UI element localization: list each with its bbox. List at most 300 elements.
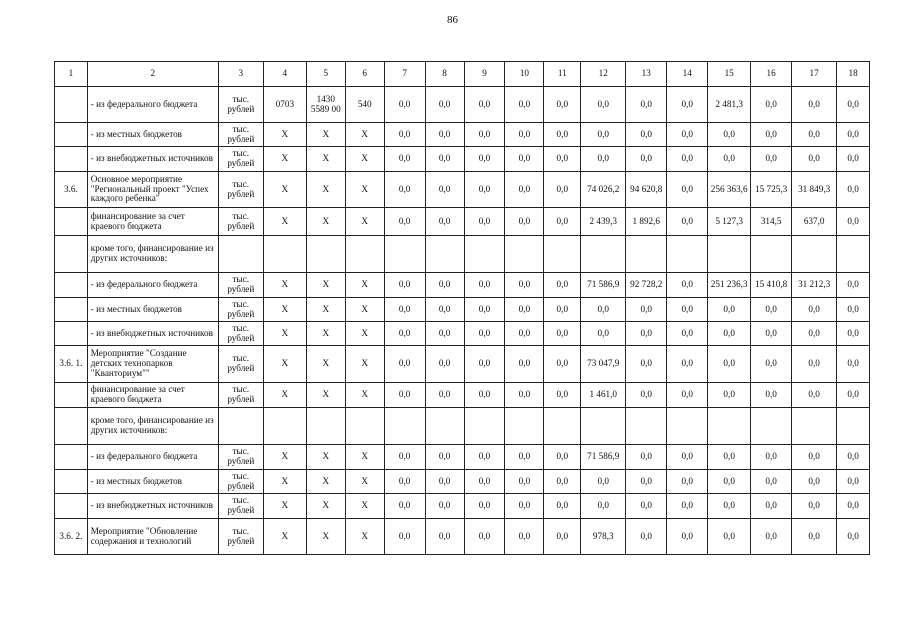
column-header: 11 [544, 62, 581, 87]
row-name-cell: кроме того, финансирование из других источников: [87, 236, 218, 273]
table-cell: 0,0 [667, 87, 708, 123]
table-cell: 0,0 [667, 346, 708, 383]
row-number-cell [55, 383, 88, 408]
table-cell: тыс. рублей [218, 519, 263, 555]
table-cell: 0,0 [425, 346, 464, 383]
row-name-cell: - из внебюджетных источников [87, 322, 218, 346]
table-cell: 0,0 [751, 298, 792, 322]
table-cell: 0,0 [464, 445, 505, 470]
table-cell: 0,0 [425, 519, 464, 555]
table-cell: X [345, 273, 384, 298]
table-row [55, 298, 870, 322]
table-cell [581, 236, 626, 273]
table-cell: 74 026,2 [581, 172, 626, 208]
table-cell: 0,0 [837, 208, 870, 236]
row-number-cell [55, 408, 88, 445]
table-cell: X [306, 519, 345, 555]
table-cell: 1430 5589 00 [306, 87, 345, 123]
row-number-cell [55, 273, 88, 298]
row-name-cell: - из местных бюджетов [87, 123, 218, 147]
table-cell [218, 408, 263, 445]
table-cell: 0,0 [425, 273, 464, 298]
table-cell: 0,0 [384, 346, 425, 383]
table-cell: X [306, 123, 345, 147]
table-cell: 0,0 [837, 383, 870, 408]
table-cell: X [306, 346, 345, 383]
table-cell: 0,0 [667, 322, 708, 346]
table-cell [218, 236, 263, 273]
table-cell [544, 408, 581, 445]
table-cell: тыс. рублей [218, 172, 263, 208]
table-row [55, 408, 870, 445]
table-cell: 0,0 [837, 519, 870, 555]
row-name-cell: - из федерального бюджета [87, 87, 218, 123]
table-cell: 0,0 [792, 87, 837, 123]
table-cell: 0,0 [751, 494, 792, 519]
table-cell: X [345, 208, 384, 236]
table-cell: 0,0 [505, 383, 544, 408]
table-cell: 0,0 [626, 123, 667, 147]
table-cell: тыс. рублей [218, 383, 263, 408]
table-cell: 0,0 [751, 445, 792, 470]
table-row [55, 322, 870, 346]
table-cell: 0,0 [708, 445, 751, 470]
table-cell: 31 849,3 [792, 172, 837, 208]
table-cell: 0,0 [425, 172, 464, 208]
table-cell: X [345, 494, 384, 519]
table-cell: 0,0 [581, 494, 626, 519]
table-cell: X [263, 519, 306, 555]
budget-table [54, 61, 870, 555]
table-cell: X [345, 346, 384, 383]
table-cell: X [306, 298, 345, 322]
table-cell: 0,0 [505, 470, 544, 494]
table-cell: 0,0 [708, 123, 751, 147]
row-number-cell: 3.6. [55, 172, 88, 208]
table-cell: X [263, 322, 306, 346]
column-header: 1 [55, 62, 88, 87]
table-cell: 0,0 [581, 322, 626, 346]
table-cell: 0,0 [667, 470, 708, 494]
table-cell: 0,0 [626, 346, 667, 383]
table-cell [505, 408, 544, 445]
table-cell: X [306, 273, 345, 298]
table-cell: 0,0 [708, 519, 751, 555]
table-cell: 94 620,8 [626, 172, 667, 208]
row-number-cell [55, 494, 88, 519]
table-cell: 0,0 [544, 273, 581, 298]
table-cell: 0,0 [837, 87, 870, 123]
table-cell: 0,0 [751, 470, 792, 494]
table-cell: 0,0 [544, 346, 581, 383]
table-cell: X [306, 208, 345, 236]
table-cell: 0,0 [384, 123, 425, 147]
table-cell: 0,0 [792, 494, 837, 519]
row-name-cell: Мероприятие "Обновление содержания и технологий [87, 519, 218, 555]
table-cell: 0,0 [505, 147, 544, 172]
row-name-cell: Основное мероприятие "Региональный проект "Успех каждого ребенка" [87, 172, 218, 208]
row-name-cell: - из федерального бюджета [87, 273, 218, 298]
table-cell [384, 236, 425, 273]
table-cell: 0,0 [792, 147, 837, 172]
table-cell: 92 728,2 [626, 273, 667, 298]
table-cell: 0,0 [425, 494, 464, 519]
table-cell: X [263, 208, 306, 236]
table-row [55, 87, 870, 123]
table-cell: 0,0 [751, 87, 792, 123]
table-cell: X [263, 346, 306, 383]
table-cell: 0,0 [464, 298, 505, 322]
table-cell: 0,0 [837, 322, 870, 346]
table-cell: 0,0 [384, 519, 425, 555]
table-cell: 0,0 [425, 298, 464, 322]
table-cell [384, 408, 425, 445]
table-cell: X [345, 322, 384, 346]
table-cell: 978,3 [581, 519, 626, 555]
table-cell: X [263, 298, 306, 322]
table-cell: 0,0 [425, 383, 464, 408]
column-header: 18 [837, 62, 870, 87]
table-cell [667, 408, 708, 445]
table-cell: 0,0 [837, 147, 870, 172]
table-cell [581, 408, 626, 445]
table-cell: 0,0 [626, 322, 667, 346]
table-cell: 0,0 [667, 494, 708, 519]
table-cell: 0,0 [751, 346, 792, 383]
table-cell: 0,0 [464, 147, 505, 172]
table-row [55, 123, 870, 147]
row-number-cell [55, 445, 88, 470]
table-cell [464, 408, 505, 445]
table-cell [626, 236, 667, 273]
table-cell: X [263, 494, 306, 519]
table-cell: 637,0 [792, 208, 837, 236]
table-cell: 0,0 [626, 298, 667, 322]
column-header: 2 [87, 62, 218, 87]
column-header: 10 [505, 62, 544, 87]
table-cell: 0,0 [751, 123, 792, 147]
table-cell: 0,0 [464, 519, 505, 555]
table-cell: X [345, 298, 384, 322]
table-cell: 0,0 [792, 470, 837, 494]
table-cell: 0,0 [667, 147, 708, 172]
table-cell: 0,0 [792, 123, 837, 147]
table-cell: 0,0 [667, 208, 708, 236]
table-cell: X [345, 445, 384, 470]
table-cell: X [345, 147, 384, 172]
table-cell: X [345, 470, 384, 494]
table-cell: 0,0 [792, 322, 837, 346]
table-cell: 0,0 [708, 147, 751, 172]
table-cell: X [306, 445, 345, 470]
table-cell: 0,0 [425, 322, 464, 346]
table-cell: 0,0 [581, 87, 626, 123]
table-cell: 0,0 [751, 383, 792, 408]
table-cell: 0,0 [505, 322, 544, 346]
table-row [55, 383, 870, 408]
table-cell: 15 410,8 [751, 273, 792, 298]
table-cell [306, 408, 345, 445]
row-name-cell: финансирование за счет краевого бюджета [87, 208, 218, 236]
table-cell: 0,0 [505, 172, 544, 208]
table-cell: 0,0 [626, 445, 667, 470]
table-cell: 2 439,3 [581, 208, 626, 236]
table-cell: 0,0 [505, 346, 544, 383]
table-cell: 0,0 [464, 322, 505, 346]
table-cell: 0,0 [544, 147, 581, 172]
table-cell: 0,0 [837, 494, 870, 519]
table-cell: 0,0 [464, 87, 505, 123]
column-header: 15 [708, 62, 751, 87]
table-cell: 0,0 [505, 273, 544, 298]
table-cell: X [345, 172, 384, 208]
row-number-cell [55, 87, 88, 123]
table-row [55, 470, 870, 494]
table-cell: 0,0 [581, 147, 626, 172]
table-cell: X [263, 470, 306, 494]
table-cell: 0,0 [751, 147, 792, 172]
table-cell: 0,0 [581, 123, 626, 147]
table-cell [626, 408, 667, 445]
row-name-cell: - из местных бюджетов [87, 298, 218, 322]
table-cell: 0,0 [837, 298, 870, 322]
table-cell: тыс. рублей [218, 147, 263, 172]
table-cell: тыс. рублей [218, 87, 263, 123]
table-cell: 0,0 [464, 346, 505, 383]
table-cell: 0,0 [708, 470, 751, 494]
table-cell: 0,0 [544, 383, 581, 408]
table-cell: тыс. рублей [218, 322, 263, 346]
table-cell [345, 408, 384, 445]
table-cell: 0,0 [751, 322, 792, 346]
table-cell: 0,0 [505, 87, 544, 123]
row-name-cell: Мероприятие "Создание детских технопарков "Кванториум"" [87, 346, 218, 383]
table-cell: 0703 [263, 87, 306, 123]
column-header: 14 [667, 62, 708, 87]
table-cell: 0,0 [544, 123, 581, 147]
row-name-cell: - из внебюджетных источников [87, 494, 218, 519]
table-cell: тыс. рублей [218, 346, 263, 383]
column-header: 12 [581, 62, 626, 87]
table-cell: 0,0 [425, 87, 464, 123]
table-row [55, 445, 870, 470]
table-cell: 0,0 [708, 383, 751, 408]
row-number-cell [55, 470, 88, 494]
table-cell: 0,0 [384, 273, 425, 298]
table-cell [667, 236, 708, 273]
table-cell: 0,0 [667, 519, 708, 555]
table-cell: X [306, 147, 345, 172]
table-cell: 2 481,3 [708, 87, 751, 123]
table-cell: X [263, 273, 306, 298]
row-number-cell [55, 298, 88, 322]
table-header-row [55, 62, 870, 87]
table-row [55, 494, 870, 519]
table-cell: 0,0 [667, 123, 708, 147]
table-row [55, 147, 870, 172]
column-header: 9 [464, 62, 505, 87]
table-cell: 0,0 [837, 445, 870, 470]
table-cell [345, 236, 384, 273]
table-cell: 0,0 [544, 172, 581, 208]
table-cell: 0,0 [544, 208, 581, 236]
table-cell: X [263, 172, 306, 208]
table-cell: X [263, 383, 306, 408]
table-cell: 0,0 [708, 298, 751, 322]
row-name-cell: финансирование за счет краевого бюджета [87, 383, 218, 408]
table-cell [751, 408, 792, 445]
table-cell: тыс. рублей [218, 273, 263, 298]
table-cell: X [345, 123, 384, 147]
table-cell: X [263, 445, 306, 470]
row-number-cell: 3.6. 1. [55, 346, 88, 383]
table-cell: 0,0 [384, 298, 425, 322]
table-cell: 0,0 [792, 445, 837, 470]
table-cell: 0,0 [505, 519, 544, 555]
table-cell: X [345, 383, 384, 408]
table-cell: 0,0 [792, 298, 837, 322]
table-cell: 0,0 [667, 383, 708, 408]
table-cell [425, 236, 464, 273]
table-cell: 0,0 [384, 470, 425, 494]
table-cell: 15 725,3 [751, 172, 792, 208]
table-cell: 0,0 [667, 273, 708, 298]
table-cell: 0,0 [544, 87, 581, 123]
table-body [55, 87, 870, 555]
table-cell [505, 236, 544, 273]
table-cell: X [306, 383, 345, 408]
table-cell: 0,0 [544, 494, 581, 519]
table-cell: 0,0 [544, 298, 581, 322]
table-cell: 0,0 [837, 346, 870, 383]
column-header: 16 [751, 62, 792, 87]
table-row [55, 346, 870, 383]
table-cell: 256 363,6 [708, 172, 751, 208]
table-cell: 0,0 [751, 519, 792, 555]
table-row [55, 172, 870, 208]
row-number-cell [55, 236, 88, 273]
table-cell: 0,0 [505, 123, 544, 147]
table-cell: 73 047,9 [581, 346, 626, 383]
row-number-cell [55, 147, 88, 172]
table-row [55, 519, 870, 555]
table-cell [708, 236, 751, 273]
table-cell: 0,0 [464, 208, 505, 236]
table-cell [837, 408, 870, 445]
table-cell: X [306, 172, 345, 208]
table-cell: 0,0 [792, 519, 837, 555]
table-cell: 0,0 [464, 470, 505, 494]
table-cell: 71 586,9 [581, 445, 626, 470]
table-cell: 0,0 [667, 445, 708, 470]
table-cell [425, 408, 464, 445]
table-cell: 0,0 [505, 208, 544, 236]
row-number-cell [55, 123, 88, 147]
table-cell: 71 586,9 [581, 273, 626, 298]
table-cell: 0,0 [464, 383, 505, 408]
table-cell: 0,0 [425, 445, 464, 470]
table-cell: X [306, 470, 345, 494]
row-name-cell: кроме того, финансирование из других источников: [87, 408, 218, 445]
column-header: 5 [306, 62, 345, 87]
table-cell: 0,0 [544, 322, 581, 346]
table-cell: 0,0 [384, 87, 425, 123]
table-row [55, 208, 870, 236]
table-cell: 0,0 [626, 519, 667, 555]
table-cell: 0,0 [837, 123, 870, 147]
table-cell: 0,0 [667, 172, 708, 208]
table-cell [263, 236, 306, 273]
table-cell: 0,0 [425, 123, 464, 147]
table-cell: 0,0 [384, 494, 425, 519]
table-cell: 0,0 [544, 445, 581, 470]
table-cell: 0,0 [464, 123, 505, 147]
row-name-cell: - из местных бюджетов [87, 470, 218, 494]
row-name-cell: - из внебюджетных источников [87, 147, 218, 172]
column-header: 3 [218, 62, 263, 87]
table-cell [263, 408, 306, 445]
page-number: 86 [447, 14, 458, 26]
table-cell [792, 236, 837, 273]
table-cell: X [306, 494, 345, 519]
table-cell: 0,0 [544, 519, 581, 555]
table-cell: 314,5 [751, 208, 792, 236]
column-header: 8 [425, 62, 464, 87]
table-cell: 31 212,3 [792, 273, 837, 298]
column-header: 17 [792, 62, 837, 87]
table-cell: 0,0 [425, 147, 464, 172]
table-cell: 251 236,3 [708, 273, 751, 298]
table-cell: X [263, 147, 306, 172]
column-header: 6 [345, 62, 384, 87]
table-cell: 0,0 [425, 208, 464, 236]
table-cell: 1 892,6 [626, 208, 667, 236]
table-cell: 0,0 [792, 383, 837, 408]
table-cell: тыс. рублей [218, 470, 263, 494]
table-cell: тыс. рублей [218, 494, 263, 519]
table-cell: 0,0 [626, 494, 667, 519]
table-cell: 0,0 [544, 470, 581, 494]
table-cell: 0,0 [708, 346, 751, 383]
table-cell: 0,0 [581, 470, 626, 494]
table-cell: X [306, 322, 345, 346]
table-cell: 0,0 [708, 322, 751, 346]
table-cell: 0,0 [464, 172, 505, 208]
column-header: 7 [384, 62, 425, 87]
table-cell [306, 236, 345, 273]
table-cell: 0,0 [581, 298, 626, 322]
table-cell: 0,0 [708, 494, 751, 519]
table-cell: 0,0 [626, 87, 667, 123]
table-cell: 0,0 [384, 322, 425, 346]
table-cell: 0,0 [464, 273, 505, 298]
column-header: 4 [263, 62, 306, 87]
table-cell: 0,0 [384, 383, 425, 408]
table-row [55, 236, 870, 273]
table-cell [751, 236, 792, 273]
table-cell: 0,0 [505, 494, 544, 519]
table-cell: 0,0 [837, 172, 870, 208]
table-cell: 0,0 [384, 445, 425, 470]
table-cell: 0,0 [626, 470, 667, 494]
table-cell: 0,0 [667, 298, 708, 322]
row-name-cell: - из федерального бюджета [87, 445, 218, 470]
table-cell [544, 236, 581, 273]
table-cell: 0,0 [505, 298, 544, 322]
table-cell [708, 408, 751, 445]
table-cell: 0,0 [626, 147, 667, 172]
table-row [55, 273, 870, 298]
